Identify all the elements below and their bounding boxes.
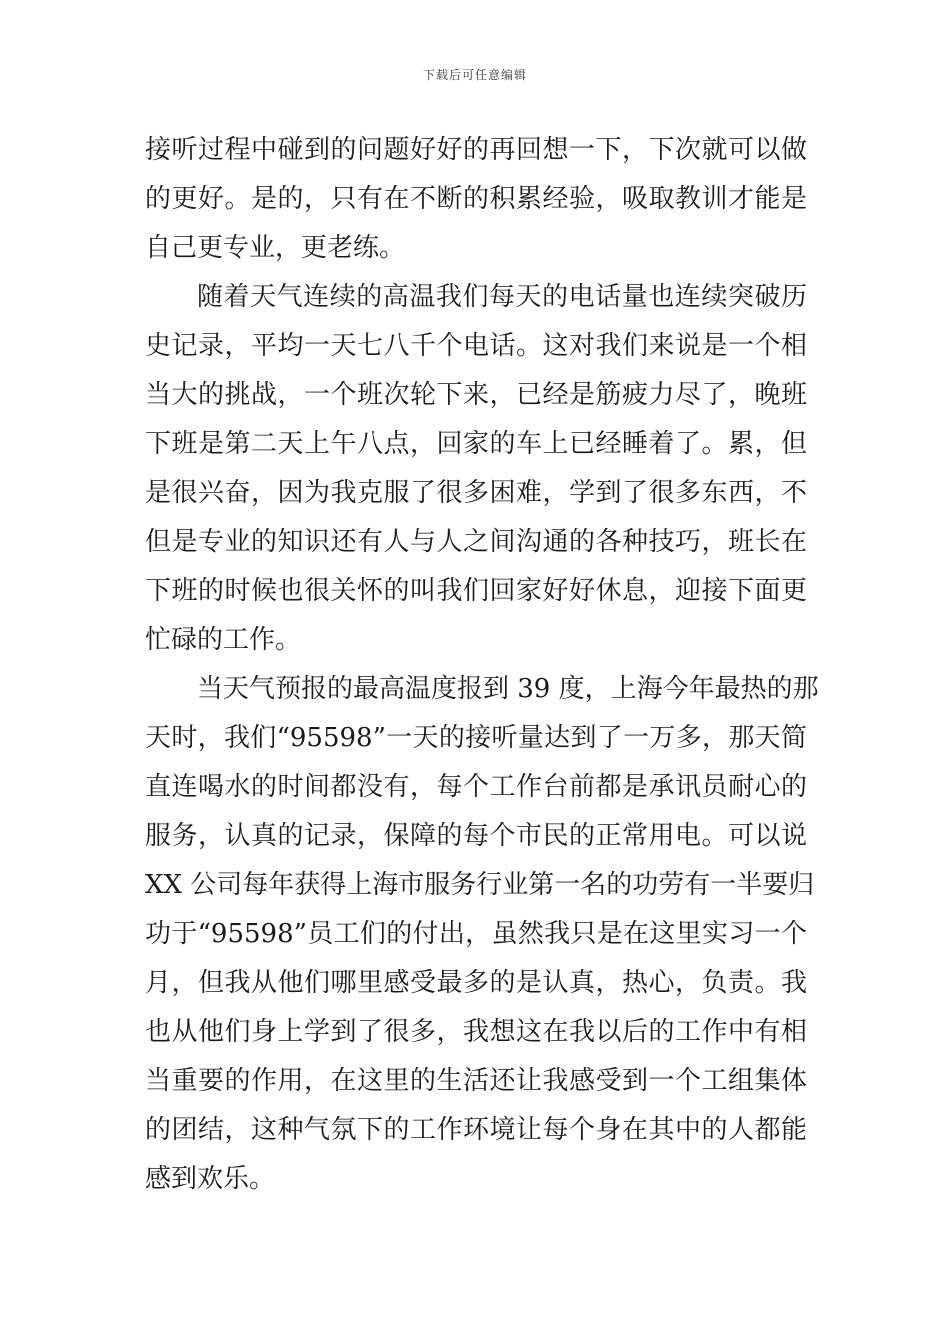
text-line: 功于“95598”员工们的付出，虽然我只是在这里实习一个 bbox=[145, 919, 807, 949]
text-line: 史记录，平均一天七八千个电话。这对我们来说是一个相 bbox=[145, 331, 807, 361]
text-line: 接听过程中碰到的问题好好的再回想一下，下次就可以做 bbox=[145, 135, 807, 165]
text-line: 月，但我从他们哪里感受最多的是认真，热心，负责。我 bbox=[145, 968, 807, 998]
text-line: 服务，认真的记录，保障的每个市民的正常用电。可以说 bbox=[145, 821, 807, 851]
text-line: 下班的时候也很关怀的叫我们回家好好休息，迎接下面更 bbox=[145, 576, 807, 606]
page-header-note: 下载后可任意编辑 bbox=[422, 68, 527, 82]
text-line: 的团结，这种气氛下的工作环境让每个身在其中的人都能 bbox=[145, 1115, 807, 1145]
text-line: 是很兴奋，因为我克服了很多困难，学到了很多东西，不 bbox=[145, 478, 807, 508]
text-line: 直连喝水的时间都没有，每个工作台前都是承讯员耐心的 bbox=[145, 772, 807, 802]
text-line: XX 公司每年获得上海市服务行业第一名的功劳有一半要归 bbox=[145, 870, 815, 900]
text-line: 当重要的作用，在这里的生活还让我感受到一个工组集体 bbox=[145, 1066, 807, 1096]
text-line: 但是专业的知识还有人与人之间沟通的各种技巧，班长在 bbox=[145, 527, 807, 557]
text-line: 当大的挑战，一个班次轮下来，已经是筋疲力尽了，晚班 bbox=[145, 380, 807, 410]
text-line: 感到欢乐。 bbox=[145, 1164, 276, 1194]
text-line: 自己更专业，更老练。 bbox=[145, 233, 406, 263]
paragraph bbox=[145, 126, 807, 273]
text-line: 下班是第二天上午八点，回家的车上已经睡着了。累，但 bbox=[145, 429, 807, 459]
text-line: 的更好。是的，只有在不断的积累经验，吸取教训才能是 bbox=[145, 184, 807, 214]
document-body bbox=[145, 126, 819, 1204]
text-line: 天时，我们“95598”一天的接听量达到了一万多，那天简 bbox=[145, 723, 807, 753]
paragraph bbox=[145, 665, 819, 1204]
text-line: 当天气预报的最高温度报到 39 度，上海今年最热的那 bbox=[197, 674, 819, 704]
text-line: 忙碌的工作。 bbox=[145, 625, 302, 655]
paragraph bbox=[145, 273, 807, 665]
text-line: 随着天气连续的高温我们每天的电话量也连续突破历 bbox=[197, 282, 807, 312]
text-line: 也从他们身上学到了很多，我想这在我以后的工作中有相 bbox=[145, 1017, 807, 1047]
